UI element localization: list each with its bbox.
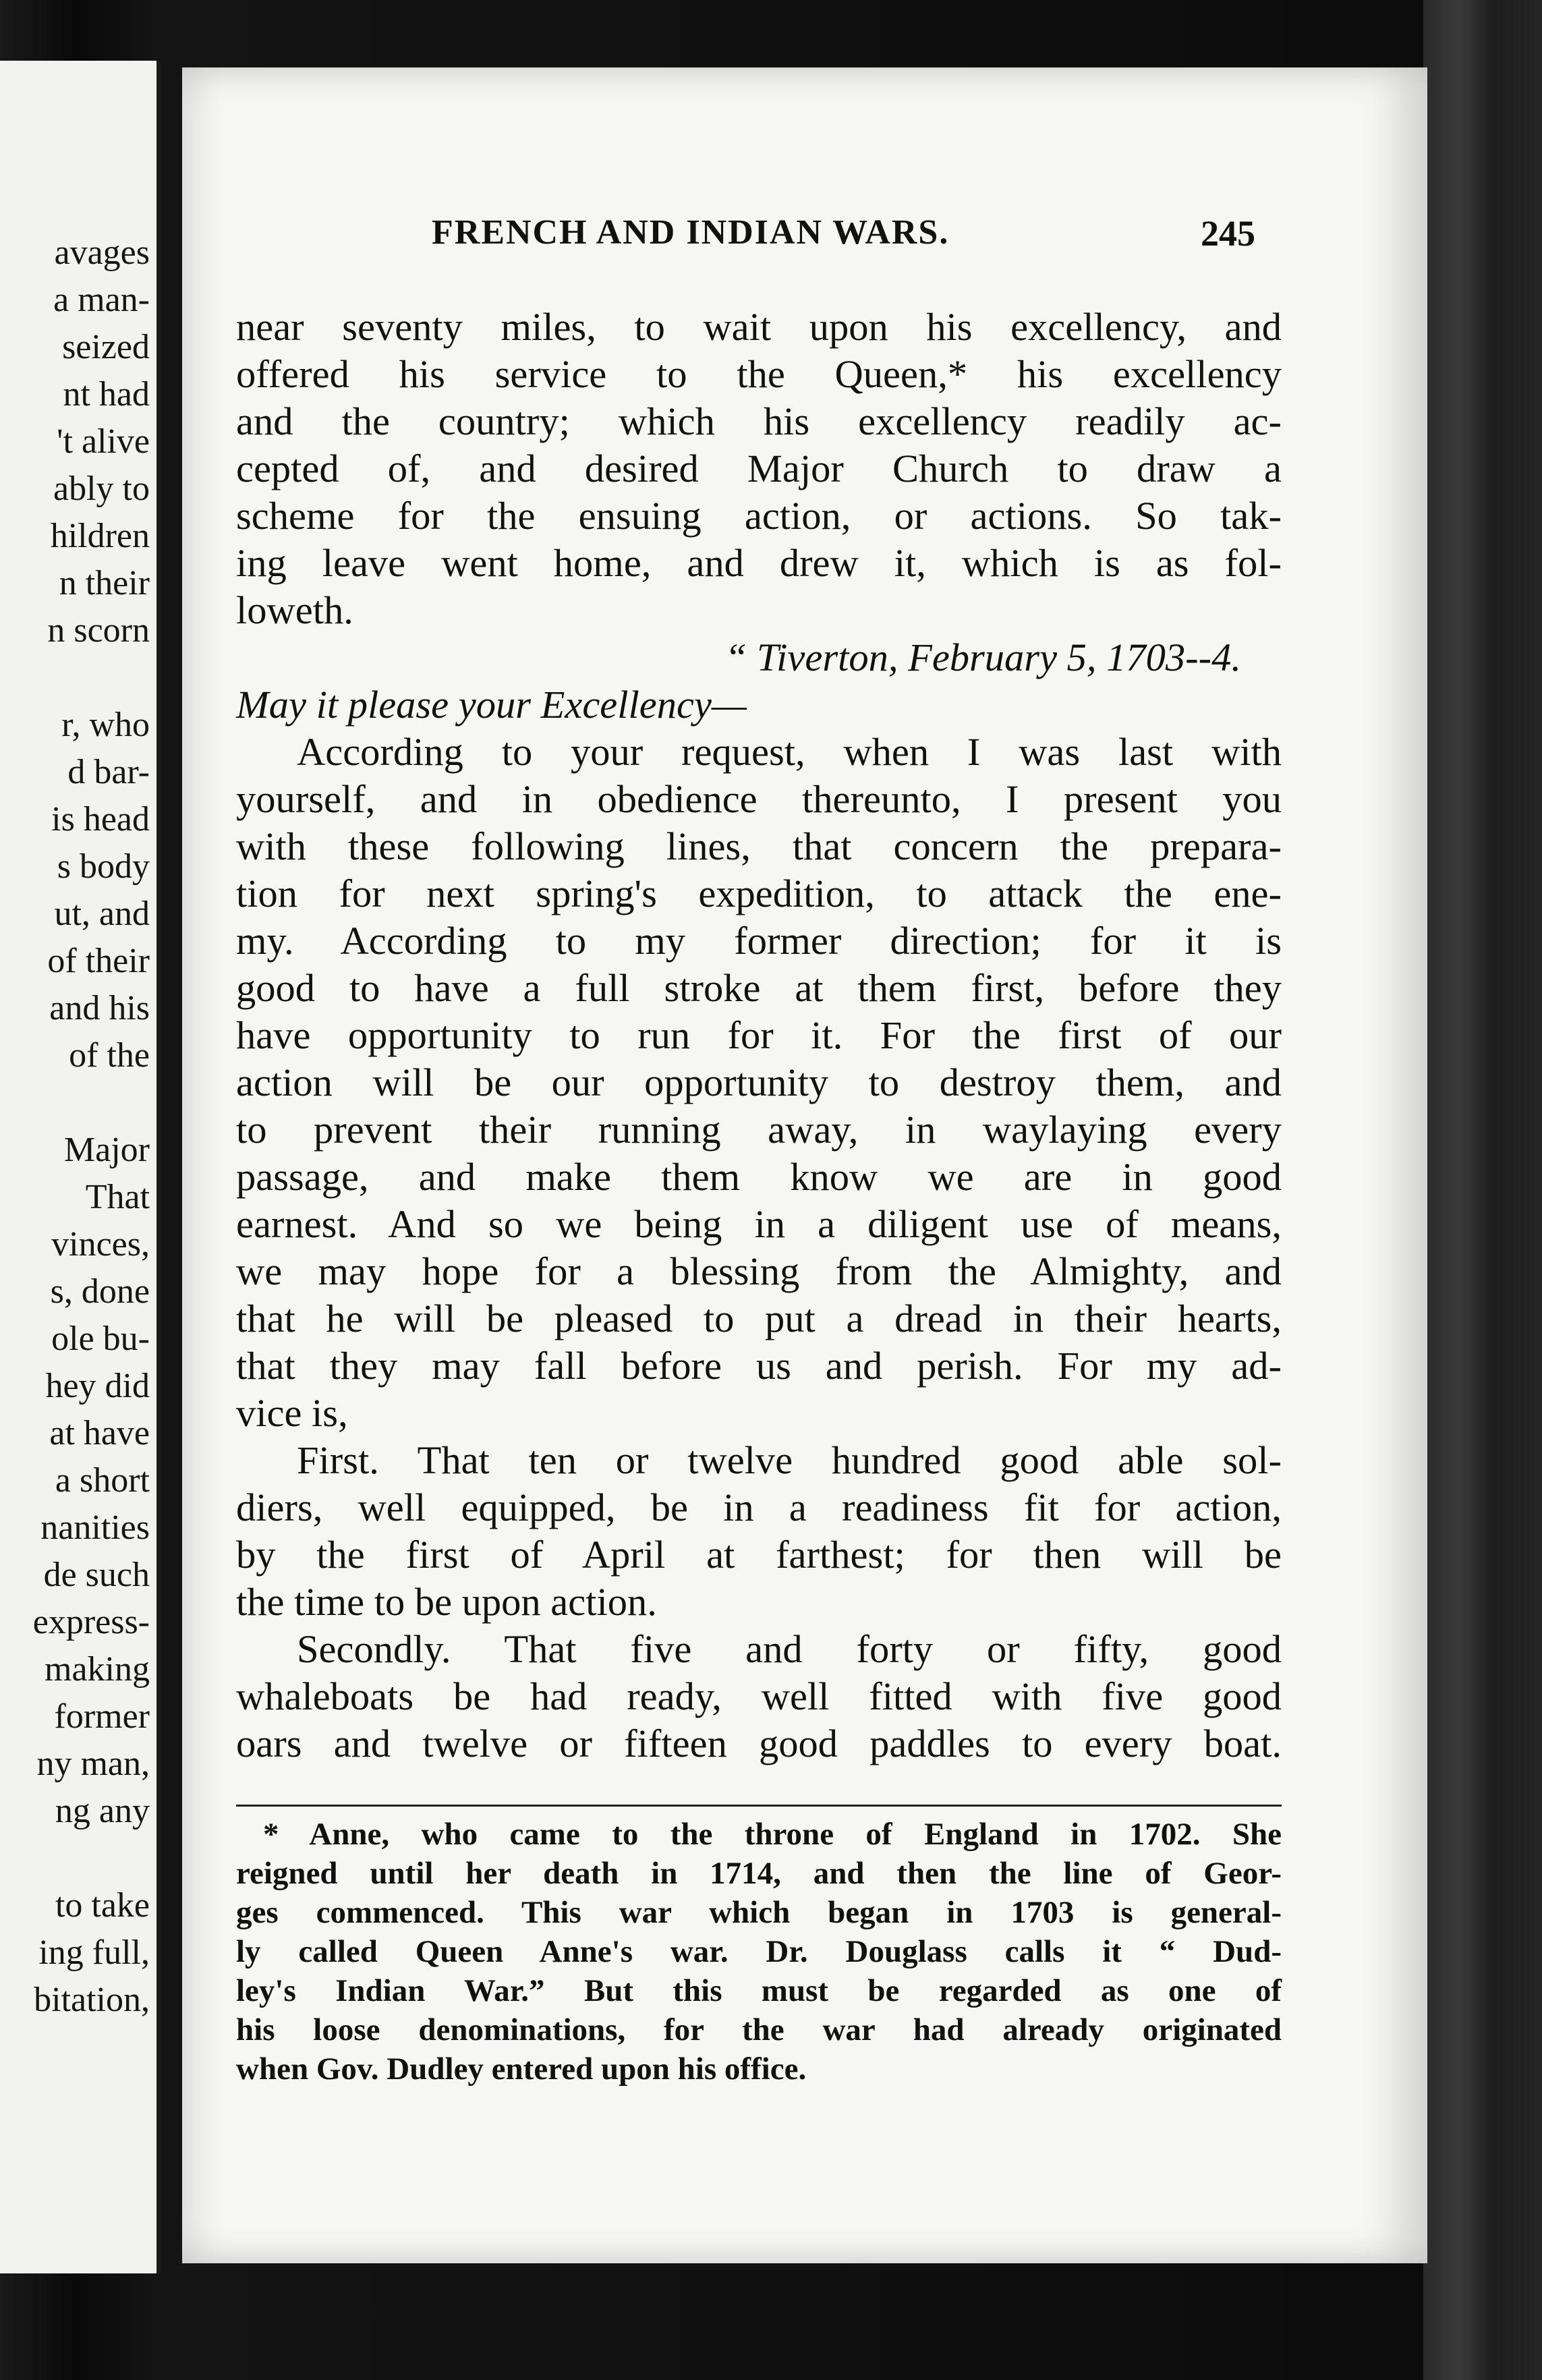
- footnote-line: ges commenced. This war which began in 1703 is general-: [236, 1895, 1282, 1930]
- left-page-line: is head: [51, 800, 150, 839]
- left-page-line: nanities: [40, 1508, 150, 1547]
- left-page-line: ole bu-: [51, 1320, 150, 1358]
- book-edge-shadow: [1423, 0, 1542, 2380]
- left-page-line: n scorn: [47, 611, 150, 650]
- text-line: that he will be pleased to put a dread in their hearts,: [236, 1297, 1282, 1340]
- footnote-line: ly called Queen Anne's war. Dr. Douglass calls it “ Dud-: [236, 1934, 1282, 1969]
- left-page-line: 't alive: [57, 422, 150, 461]
- left-page-line: of their: [47, 942, 150, 980]
- running-head: FRENCH AND INDIAN WARS.: [432, 213, 950, 252]
- body-text: [236, 304, 1282, 1767]
- text-line: have opportunity to run for it. For the first of our: [236, 1013, 1282, 1057]
- left-page-line: former: [54, 1697, 150, 1736]
- left-page-line: de such: [43, 1556, 150, 1594]
- text-line: with these following lines, that concern the prepara-: [236, 824, 1282, 868]
- text-line: and the country; which his excellency readily ac-: [236, 399, 1282, 443]
- left-page-line: n their: [59, 564, 150, 602]
- left-page-line: d bar-: [67, 753, 150, 791]
- text-line: vice is,: [236, 1391, 348, 1435]
- left-page-line: ny man,: [36, 1745, 150, 1783]
- footnote-line: his loose denominations, for the war had already originated: [236, 2012, 1282, 2047]
- text-line: earnest. And so we being in a diligent use of means,: [236, 1202, 1282, 1246]
- text-line: loweth.: [236, 588, 353, 632]
- text-line: According to your request, when I was last with: [297, 730, 1282, 774]
- page-number: 245: [1201, 213, 1255, 254]
- left-page-line: express-: [32, 1603, 150, 1641]
- footnote-line: reigned until her death in 1714, and then the line of Geor-: [236, 1856, 1282, 1891]
- footnote: [236, 1815, 1282, 2089]
- text-line: that they may fall before us and perish. For my ad-: [236, 1344, 1282, 1388]
- text-line: offered his service to the Queen,* his excellency: [236, 352, 1282, 396]
- text-line: ing leave went home, and drew it, which is as fol-: [236, 541, 1282, 585]
- text-line: diers, well equipped, be in a readiness fit for action,: [236, 1485, 1282, 1529]
- left-page-line: a man-: [53, 281, 150, 319]
- left-page-line: avages: [54, 233, 150, 272]
- left-page-line: seized: [62, 328, 150, 366]
- footnote-line: * Anne, who came to the throne of England in 1702. She: [263, 1817, 1282, 1852]
- text-line: scheme for the ensuing action, or actions. So tak-: [236, 494, 1282, 538]
- text-line: passage, and make them know we are in good: [236, 1155, 1282, 1199]
- text-line: tion for next spring's expedition, to attack the ene-: [236, 872, 1282, 915]
- text-line: good to have a full stroke at them first, before they: [236, 966, 1282, 1010]
- text-line: near seventy miles, to wait upon his excellency, and: [236, 305, 1282, 349]
- text-line: Secondly. That five and forty or fifty, good: [297, 1627, 1282, 1671]
- text-line: cepted of, and desired Major Church to draw a: [236, 447, 1282, 490]
- left-page-line: bitation,: [34, 1981, 150, 2019]
- page-header: [182, 213, 1427, 260]
- left-page-line: s body: [57, 847, 150, 886]
- left-page-line: ing full,: [38, 1933, 150, 1972]
- text-line: my. According to my former direction; for it is: [236, 919, 1282, 963]
- letter-salutation: May it please your Excellency—: [236, 683, 747, 727]
- left-page-line: a short: [55, 1461, 150, 1500]
- text-line: oars and twelve or fifteen good paddles to every boat.: [236, 1722, 1282, 1765]
- letter-dateline: “ Tiverton, February 5, 1703--4.: [724, 635, 1241, 679]
- left-page-line: hey did: [45, 1367, 150, 1405]
- text-line: by the first of April at farthest; for then will be: [236, 1533, 1282, 1577]
- left-page-line: of the: [69, 1036, 150, 1075]
- left-page-line: ably to: [53, 470, 150, 508]
- left-page-line: and his: [49, 989, 150, 1027]
- text-line: we may hope for a blessing from the Almighty, and: [236, 1249, 1282, 1293]
- footnote-divider: [236, 1805, 1282, 1807]
- book-page: [182, 67, 1427, 2263]
- left-page-line: vinces,: [51, 1225, 150, 1264]
- left-page-line: at have: [49, 1414, 150, 1452]
- text-line: yourself, and in obedience thereunto, I present you: [236, 777, 1282, 821]
- left-facing-page: [0, 61, 161, 2273]
- left-page-line: Major: [63, 1131, 150, 1169]
- left-page-line: That: [85, 1178, 150, 1216]
- text-line: action will be our opportunity to destroy them, and: [236, 1060, 1282, 1104]
- left-page-line: to take: [55, 1886, 150, 1925]
- left-page-line: making: [45, 1650, 150, 1689]
- footnote-line: ley's Indian War.” But this must be regarded as one of: [236, 1973, 1282, 2008]
- left-page-line: hildren: [50, 517, 150, 555]
- left-page-line: s, done: [50, 1272, 150, 1311]
- text-line: whaleboats be had ready, well fitted with five good: [236, 1674, 1282, 1718]
- text-line: to prevent their running away, in waylaying every: [236, 1108, 1282, 1152]
- text-line: the time to be upon action.: [236, 1580, 657, 1624]
- text-line: First. That ten or twelve hundred good able sol-: [297, 1438, 1282, 1482]
- footnote-line: when Gov. Dudley entered upon his office.: [236, 2051, 807, 2087]
- left-page-line: ut, and: [54, 895, 150, 933]
- left-page-line: nt had: [63, 375, 150, 414]
- left-page-line: ng any: [55, 1792, 150, 1830]
- left-page-line: r, who: [61, 706, 150, 744]
